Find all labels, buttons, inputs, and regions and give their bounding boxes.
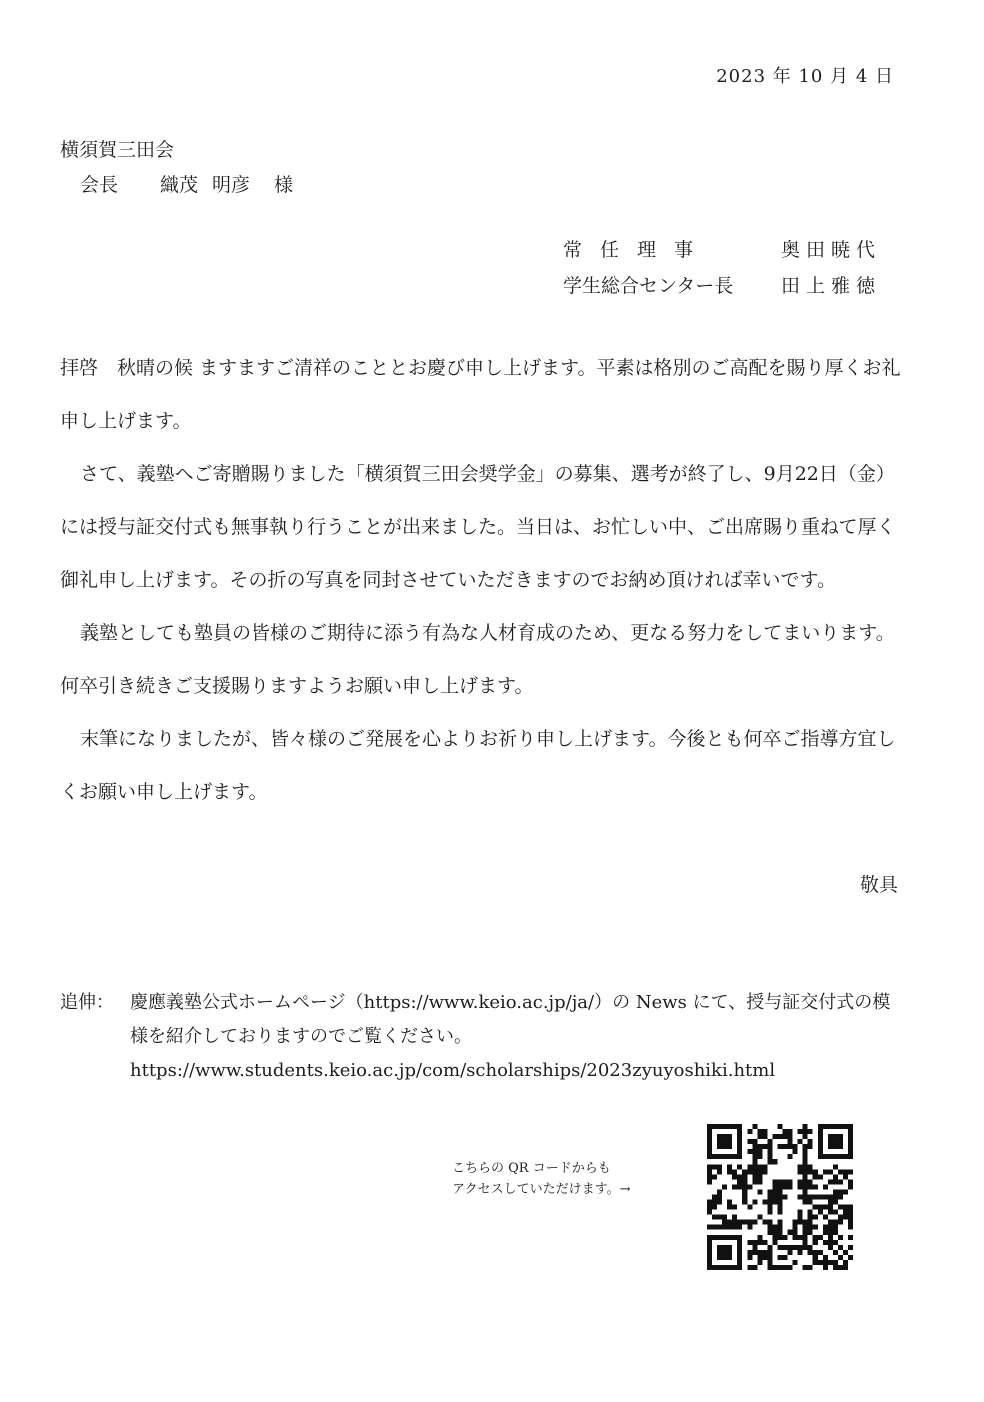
letter-body — [60, 342, 902, 819]
postscript-label: 追伸： — [60, 992, 114, 1013]
sender-role: 学生総合センター長 — [563, 275, 734, 297]
letter-date: 2023 年 10 月 4 日 — [716, 66, 894, 87]
qr-note — [452, 1158, 630, 1200]
sender-name: 奥田暁代 — [781, 239, 882, 261]
postscript-body — [130, 986, 902, 1088]
recipient-line — [80, 170, 293, 197]
recipient-title: 会長 — [80, 174, 119, 196]
sender-row — [563, 232, 881, 268]
postscript-text: 慶應義塾公式ホームページ（https://www.keio.ac.jp/ja/）の News にて、授与証交付式の模様を紹介しておりますのでご覧ください。 — [130, 992, 891, 1047]
recipient-honorific: 様 — [274, 174, 294, 196]
qr-code-image — [707, 1124, 853, 1270]
sender-row — [563, 268, 881, 304]
qr-note-line: アクセスしていただけます。→ — [452, 1182, 631, 1197]
scholarship-link[interactable]: https://www.students.keio.ac.jp/com/scholarships/2023zyuyoshiki.html — [130, 1060, 776, 1081]
postscript — [60, 986, 902, 1088]
qr-note-line: こちらの QR コードからも — [452, 1161, 611, 1176]
sender-role: 常任理事 — [563, 239, 712, 261]
recipient-organization: 横須賀三田会 — [60, 139, 175, 161]
sender-name: 田上雅徳 — [781, 275, 882, 297]
recipient-given-name: 明彦 — [212, 174, 251, 196]
closing-remark: 敬具 — [859, 874, 898, 896]
recipient-surname: 織茂 — [160, 174, 199, 196]
body-paragraph: 義塾としても塾員の皆様のご期待に添う有為な人材育成のため、更なる努力をしてまいります。何卒引き続きご支援賜りますようお願い申し上げます。 — [60, 622, 895, 697]
body-paragraph-greeting: 拝啓 秋晴の候 ますますご清祥のこととお慶び申し上げます。平素は格別のご高配を賜り厚くお礼申し上げます。 — [60, 357, 901, 432]
sender-block — [563, 232, 881, 304]
body-paragraph: 末筆になりましたが、皆々様のご発展を心よりお祈り申し上げます。今後とも何卒ご指導方宜しくお願い申し上げます。 — [60, 728, 896, 803]
qr-code[interactable] — [707, 1124, 853, 1270]
body-paragraph: さて、義塾へご寄贈賜りました「横須賀三田会奨学金」の募集、選考が終了し、9月22日（金）には授与証交付式も無事執り行うことが出来ました。当日は、お忙しい中、ご出席賜り重ねて厚く御礼申し上げます。その折の写真を同封させていただきますのでお納め頂ければ幸いです。 — [60, 463, 896, 591]
